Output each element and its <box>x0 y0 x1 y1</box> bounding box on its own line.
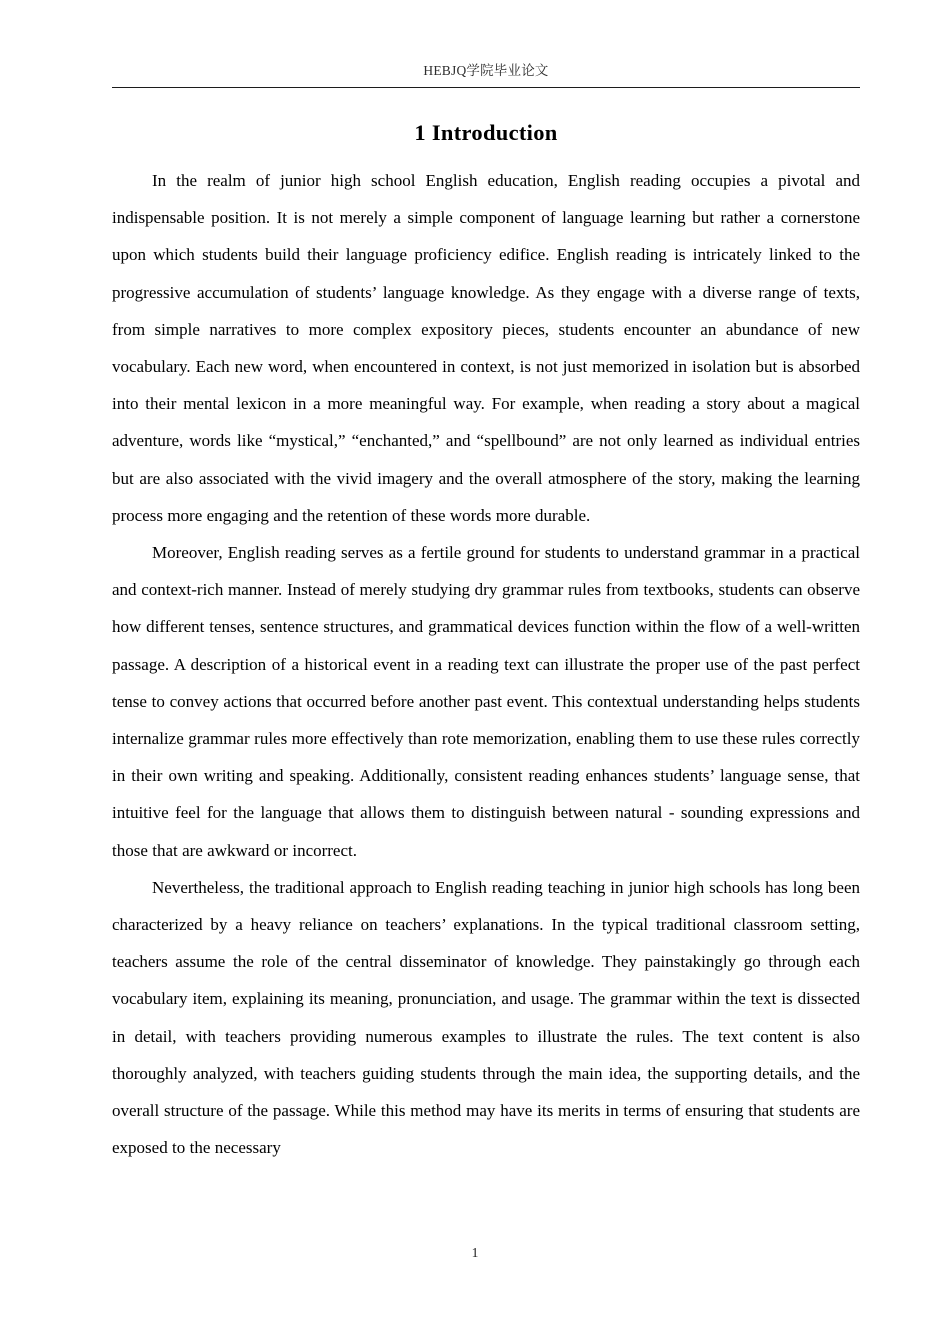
page-number: 1 <box>471 1245 479 1260</box>
page-header <box>112 62 860 96</box>
section-heading: 1 Introduction <box>414 120 558 145</box>
body-paragraph: Nevertheless, the traditional approach to English reading teaching in junior high schools has long been characterized by a heavy reliance on teachers’ explanations. In the typical traditional classroom setting, teachers assume the role of the central disseminator of knowledge. They painstakingly go through each vocabulary item, explaining its meaning, pronunciation, and usage. The grammar within the text is dissected in detail, with teachers providing numerous examples to illustrate the rules. The text content is also thoroughly analyzed, with teachers guiding students through the main idea, the supporting details, and the overall structure of the passage. While this method may have its merits in terms of ensuring that students are exposed to the necessary <box>112 877 860 1158</box>
running-head: HEBJQ学院毕业论文 <box>423 63 549 78</box>
header-divider <box>112 87 860 88</box>
body-paragraph: In the realm of junior high school English education, English reading occupies a pivotal and indispensable position. It is not merely a simple component of language learning but rather a cornerstone upon which students build their language proficiency edifice. English reading is intricately linked to the progressive accumulation of students’ language knowledge. As they engage with a diverse range of texts, from simple narratives to more complex expository pieces, students encounter an abundance of new vocabulary. Each new word, when encountered in context, is not just memorized in isolation but is absorbed into their mental lexicon in a more meaningful way. For example, when reading a story about a magical adventure, words like “mystical,” “enchanted,” and “spellbound” are not only learned as individual entries but are also associated with the vivid imagery and the overall atmosphere of the story, making the learning process more engaging and the retention of these words more durable. <box>112 171 860 525</box>
body-paragraph: Moreover, English reading serves as a fertile ground for students to understand grammar in a practical and context-rich manner. Instead of merely studying dry grammar rules from textbooks, students can observe how different tenses, sentence structures, and grammatical devices function within the flow of a well-written passage. A description of a historical event in a reading text can illustrate the proper use of the past perfect tense to convey actions that occurred before another past event. This contextual understanding helps students internalize grammar rules more effectively than rote memorization, enabling them to use these rules correctly in their own writing and speaking. Additionally, consistent reading enhances students’ language sense, that intuitive feel for the language that allows them to distinguish between natural - sounding expressions and those that are awkward or incorrect. <box>112 543 860 860</box>
document-body <box>112 118 860 1166</box>
